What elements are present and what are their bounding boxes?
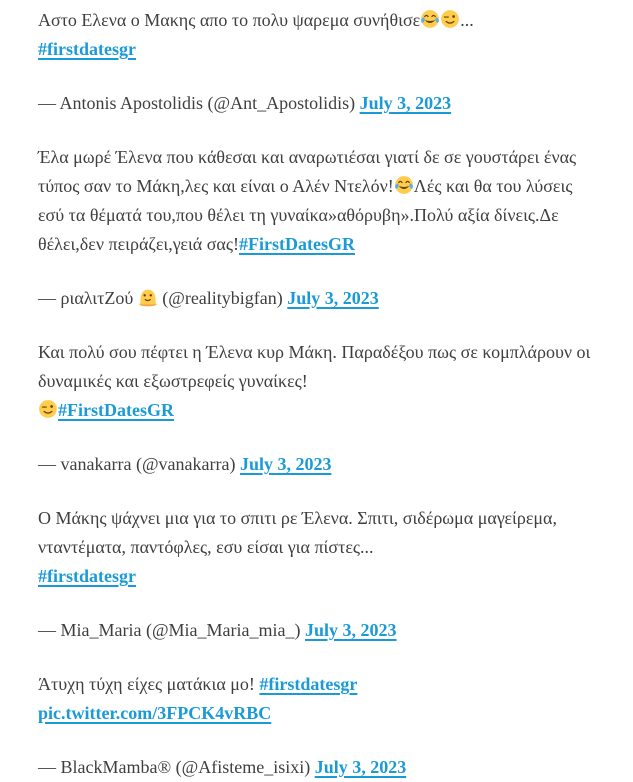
tweet-1-text [38, 6, 598, 64]
hashtag-link[interactable]: #FirstDatesGR [58, 400, 174, 420]
tweet-5-attribution [38, 753, 598, 782]
tweet-date-link[interactable]: July 3, 2023 [239, 454, 332, 474]
hashtag-link[interactable]: #FirstDatesGR [238, 234, 355, 254]
tweet-text-run: Και πολύ σου πέφτει η Έλενα κυρ Μάκη. Παραδέξου πως σε κομπλάρουν οι δυναμικές και εξωστρεφείς γυναίκες! [38, 342, 591, 391]
tweet-author: — Mia_Maria (@Mia_Maria_mia_) [38, 620, 301, 640]
melting-face-emoji [138, 287, 158, 307]
tweet-text-run: Άτυχη τύχη είχες ματάκια μο! [38, 674, 255, 694]
tweet-1-attribution [38, 89, 598, 118]
tweet-2 [38, 143, 598, 313]
joy-emoji [394, 175, 414, 195]
tweet-date-link[interactable]: July 3, 2023 [359, 93, 452, 113]
joy-emoji [420, 9, 440, 29]
wink-emoji [440, 9, 460, 29]
hashtag-link[interactable]: #firstdatesgr [38, 39, 136, 59]
tweet-4 [38, 504, 598, 645]
pic-twitter-link[interactable]: pic.twitter.com/3FPCK4vRBC [38, 703, 272, 723]
tweet-5 [38, 670, 598, 782]
tweet-author: — BlackMamba® (@Afisteme_isixi) [38, 757, 311, 777]
tweet-text-run: Ο Μάκης ψάχνει μια για το σπιτι ρε Έλενα. Σπιτι, σιδέρωμα μαγείρεμα, νταντέματα, παντόφλες, εσυ είσαι για πίστες... [38, 508, 557, 557]
tweet-4-attribution [38, 616, 598, 645]
tweet-text-run: Έλα μωρέ Έλενα που κάθεσαι και αναρωτιέσαι γιατί δε σε γουστάρει ένας τύπος σαν το Μάκη,λες και είναι ο Αλέν Ντελόν! [38, 147, 577, 196]
tweet-text-run: Λές και θα του λύσεις εσύ τα θέματά του,που θέλει τη γυναίκα»αθόρυβη».Πολύ αξία δίνεις.Δε θέλει,δεν πειράζει,γειά σας! [38, 176, 573, 254]
tweet-2-text [38, 143, 598, 259]
tweet-2-attribution [38, 284, 598, 313]
tweet-3-text [38, 338, 598, 425]
tweet-date-link[interactable]: July 3, 2023 [305, 620, 397, 640]
tweet-3 [38, 338, 598, 479]
tweet-text-run: ... [460, 10, 474, 30]
tweet-3-attribution [38, 450, 598, 479]
hashtag-link[interactable]: #firstdatesgr [38, 566, 136, 586]
tweet-author: — vanakarra (@vanakarra) [38, 454, 236, 474]
tweet-text-run: Αστο Ελενα ο Μακης απο το πολυ ψαρεμα συνήθισε [38, 10, 421, 30]
tweet-4-text [38, 504, 598, 591]
tweet-1 [38, 6, 598, 118]
tweet-author: — ριαλιτΖού [38, 288, 134, 308]
hashtag-link[interactable]: #firstdatesgr [259, 674, 358, 694]
tweet-date-link[interactable]: July 3, 2023 [314, 757, 407, 777]
tweet-date-link[interactable]: July 3, 2023 [287, 288, 379, 308]
wink-emoji [38, 399, 58, 419]
tweet-5-text [38, 670, 598, 728]
tweet-handle: (@realitybigfan) [162, 288, 283, 308]
tweet-author: — Antonis Apostolidis (@Ant_Apostolidis) [38, 93, 356, 113]
